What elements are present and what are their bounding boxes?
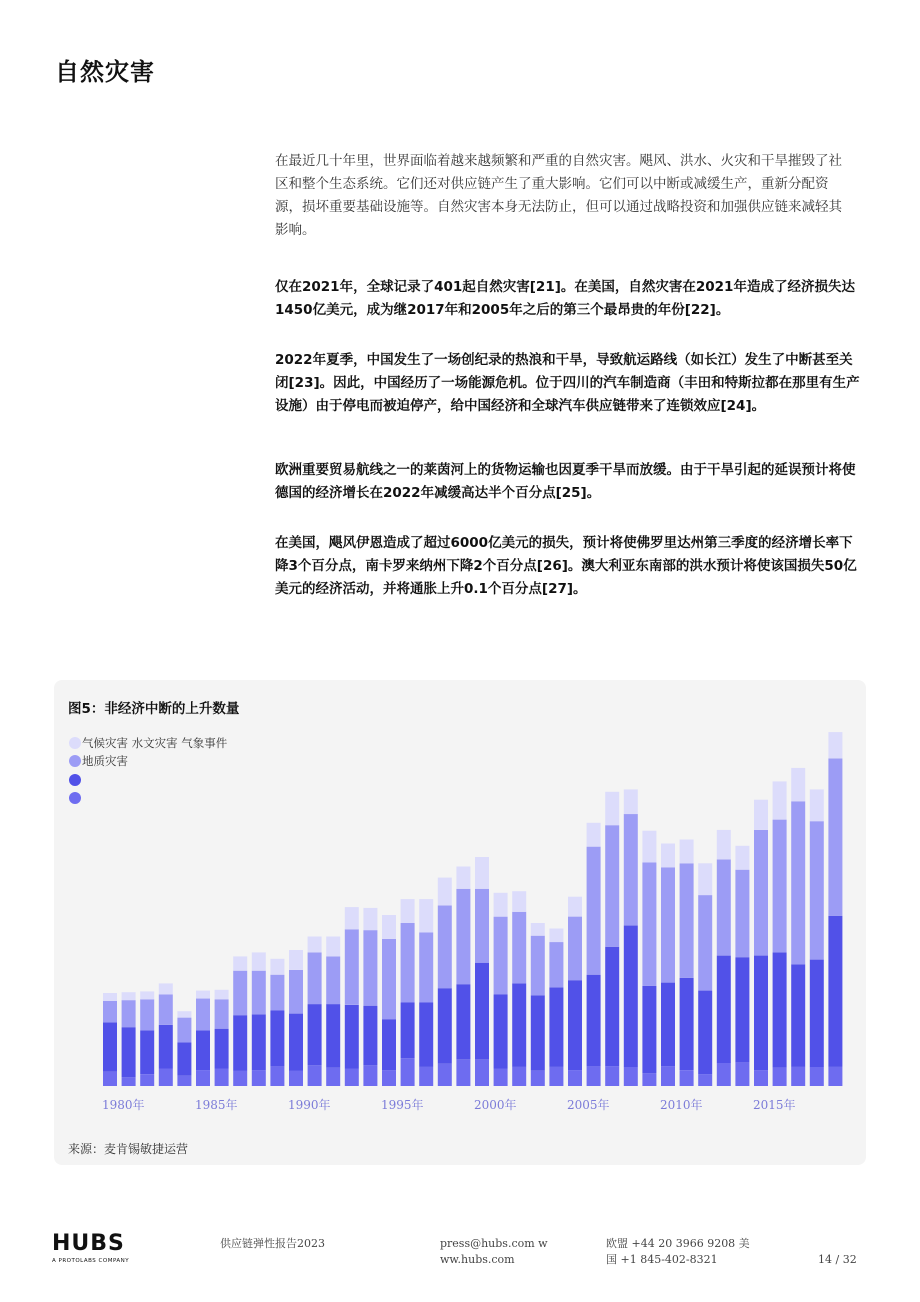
bar-1995-s3 bbox=[382, 915, 396, 939]
bar-1981-s2 bbox=[122, 1000, 136, 1027]
bar-1993-s1 bbox=[345, 1005, 359, 1069]
x-tick-label: 2000年 bbox=[474, 1098, 517, 1112]
bar-2005-s1 bbox=[568, 980, 582, 1070]
bar-2004-s3 bbox=[549, 929, 563, 943]
x-tick-label: 1990年 bbox=[288, 1098, 331, 1112]
bar-2002-s2 bbox=[512, 912, 526, 984]
bar-2003-s2 bbox=[531, 936, 545, 996]
bar-1980-s3 bbox=[103, 993, 117, 1001]
legend-line-2: 地质灾害 bbox=[82, 754, 128, 768]
bar-1992-s1 bbox=[326, 1004, 340, 1068]
legend-line-1: 气候灾害 水文灾害 气象事件 bbox=[82, 736, 228, 750]
bar-2000-s3 bbox=[475, 857, 489, 889]
bar-1998-s1 bbox=[438, 988, 452, 1063]
bar-2007-s2 bbox=[605, 825, 619, 947]
bar-1993-s0 bbox=[345, 1069, 359, 1087]
bar-2007-s1 bbox=[605, 947, 619, 1066]
bar-1996-s0 bbox=[401, 1058, 415, 1086]
bar-2016-s3 bbox=[773, 781, 787, 819]
bar-1985-s0 bbox=[196, 1070, 210, 1086]
bar-1997-s2 bbox=[419, 933, 433, 1003]
bar-1985-s1 bbox=[196, 1030, 210, 1070]
bar-1995-s1 bbox=[382, 1019, 396, 1070]
bar-1982-s0 bbox=[140, 1074, 154, 1086]
bar-2006-s2 bbox=[587, 847, 601, 975]
bar-1992-s0 bbox=[326, 1068, 340, 1086]
bar-1994-s1 bbox=[363, 1006, 377, 1066]
bar-1984-s2 bbox=[177, 1018, 191, 1043]
bar-1997-s0 bbox=[419, 1067, 433, 1086]
bar-2017-s0 bbox=[791, 1067, 805, 1086]
bar-2008-s3 bbox=[624, 789, 638, 814]
bar-2002-s0 bbox=[512, 1067, 526, 1086]
bar-2000-s0 bbox=[475, 1060, 489, 1086]
bar-1981-s3 bbox=[122, 992, 136, 1000]
paragraph-1: 仅在2021年，全球记录了401起自然灾害[21]。在美国，自然灾害在2021年造成了经济损失达1450亿美元，成为继2017年和2005年之后的第三个最昂贵的年份[22]。 bbox=[275, 279, 855, 318]
bar-2001-s0 bbox=[494, 1069, 508, 1087]
bar-1981-s0 bbox=[122, 1077, 136, 1086]
bar-1985-s2 bbox=[196, 999, 210, 1031]
bar-1980-s2 bbox=[103, 1001, 117, 1023]
bar-1986-s2 bbox=[215, 999, 229, 1028]
bar-2013-s3 bbox=[717, 830, 731, 859]
bar-1999-s3 bbox=[456, 867, 470, 889]
bar-2004-s0 bbox=[549, 1067, 563, 1086]
bar-1992-s3 bbox=[326, 937, 340, 957]
x-tick-label: 2015年 bbox=[753, 1098, 796, 1112]
hubs-logo: HUBS A PROTOLABS COMPANY bbox=[52, 1231, 130, 1264]
bar-2017-s2 bbox=[791, 801, 805, 964]
bar-1982-s2 bbox=[140, 999, 154, 1030]
bar-2019-s3 bbox=[828, 732, 842, 758]
bar-1993-s2 bbox=[345, 929, 359, 1005]
bar-2018-s3 bbox=[810, 789, 824, 821]
bar-1983-s0 bbox=[159, 1069, 173, 1087]
bar-2015-s2 bbox=[754, 830, 768, 956]
bar-2011-s3 bbox=[680, 840, 694, 864]
bar-1996-s2 bbox=[401, 923, 415, 1003]
bar-2001-s2 bbox=[494, 917, 508, 995]
bar-2016-s0 bbox=[773, 1068, 787, 1086]
bar-2008-s1 bbox=[624, 925, 638, 1067]
bar-2015-s3 bbox=[754, 800, 768, 830]
bar-2013-s2 bbox=[717, 859, 731, 955]
bar-1998-s2 bbox=[438, 906, 452, 989]
bar-1994-s0 bbox=[363, 1065, 377, 1086]
bar-1987-s0 bbox=[233, 1071, 247, 1086]
bar-1984-s1 bbox=[177, 1042, 191, 1075]
bar-2012-s0 bbox=[698, 1074, 712, 1086]
figure-card bbox=[54, 680, 866, 1165]
bar-2018-s1 bbox=[810, 960, 824, 1067]
bar-1986-s0 bbox=[215, 1069, 229, 1087]
bar-2004-s2 bbox=[549, 942, 563, 987]
bar-2012-s3 bbox=[698, 863, 712, 895]
bar-1993-s3 bbox=[345, 907, 359, 929]
bar-1983-s3 bbox=[159, 983, 173, 994]
bar-2001-s1 bbox=[494, 995, 508, 1069]
bar-2009-s0 bbox=[642, 1073, 656, 1086]
bar-1983-s2 bbox=[159, 995, 173, 1025]
bar-1999-s1 bbox=[456, 984, 470, 1059]
bar-1990-s2 bbox=[289, 970, 303, 1014]
bar-2005-s0 bbox=[568, 1070, 582, 1086]
bar-2010-s1 bbox=[661, 983, 675, 1067]
bar-1991-s3 bbox=[308, 937, 322, 953]
bar-1999-s0 bbox=[456, 1060, 470, 1086]
bar-2009-s2 bbox=[642, 863, 656, 986]
bar-1998-s3 bbox=[438, 878, 452, 906]
page-title: 自然灾害 bbox=[55, 58, 155, 86]
bar-1991-s1 bbox=[308, 1004, 322, 1065]
bar-1987-s2 bbox=[233, 971, 247, 1016]
bar-2008-s2 bbox=[624, 814, 638, 925]
figure-source: 来源：麦肯锡敏捷运营 bbox=[68, 1142, 189, 1156]
bar-2009-s1 bbox=[642, 986, 656, 1074]
bar-1982-s3 bbox=[140, 991, 154, 999]
bar-2006-s3 bbox=[587, 823, 601, 847]
bar-2010-s2 bbox=[661, 867, 675, 982]
bar-1989-s3 bbox=[270, 959, 284, 975]
paragraph-3: 欧洲重要贸易航线之一的莱茵河上的货物运输也因夏季干旱而放缓。由于干旱引起的延误预计将使德国的经济增长在2022年减缓高达半个百分点[25]。 bbox=[275, 462, 856, 501]
bar-2016-s2 bbox=[773, 820, 787, 953]
bar-2001-s3 bbox=[494, 893, 508, 917]
x-tick-label: 1995年 bbox=[381, 1098, 424, 1112]
bar-1985-s3 bbox=[196, 991, 210, 999]
bar-1999-s2 bbox=[456, 889, 470, 984]
bar-1982-s1 bbox=[140, 1030, 154, 1074]
bar-2014-s2 bbox=[735, 870, 749, 958]
bar-1997-s1 bbox=[419, 1003, 433, 1067]
x-tick-label: 2010年 bbox=[660, 1098, 703, 1112]
bar-2012-s1 bbox=[698, 991, 712, 1075]
bar-1989-s2 bbox=[270, 975, 284, 1011]
bar-2019-s2 bbox=[828, 758, 842, 916]
bar-1991-s2 bbox=[308, 952, 322, 1004]
bar-2011-s1 bbox=[680, 978, 694, 1070]
bar-2005-s2 bbox=[568, 917, 582, 981]
bar-1987-s3 bbox=[233, 956, 247, 970]
bar-1986-s3 bbox=[215, 990, 229, 1000]
bar-2003-s0 bbox=[531, 1071, 545, 1086]
bar-1988-s3 bbox=[252, 952, 266, 970]
x-tick-label: 1980年 bbox=[102, 1098, 145, 1112]
x-tick-label: 2005年 bbox=[567, 1098, 610, 1112]
bar-2011-s0 bbox=[680, 1070, 694, 1086]
figure-title: 图5：非经济中断的上升数量 bbox=[68, 701, 240, 717]
bar-2002-s1 bbox=[512, 983, 526, 1067]
bar-2015-s0 bbox=[754, 1070, 768, 1086]
bar-2017-s3 bbox=[791, 768, 805, 801]
bar-1994-s3 bbox=[363, 908, 377, 930]
bar-1981-s1 bbox=[122, 1027, 136, 1077]
bar-2019-s1 bbox=[828, 916, 842, 1067]
bar-2004-s1 bbox=[549, 987, 563, 1067]
paragraph-2: 2022年夏季，中国发生了一场创纪录的热浪和干旱，导致航运路线（如长江）发生了中断甚至关闭[23]。因此，中国经历了一场能源危机。位于四川的汽车制造商（丰田和特斯拉都在那里有生产设施）由于停电而被迫停产，给中国经济和全球汽车供应链带来了连锁效应[24]。 bbox=[275, 352, 860, 414]
bar-2000-s2 bbox=[475, 889, 489, 963]
bar-2003-s3 bbox=[531, 923, 545, 936]
bar-1995-s0 bbox=[382, 1070, 396, 1086]
bar-chart bbox=[54, 680, 866, 1120]
bar-1996-s3 bbox=[401, 899, 415, 923]
bar-2002-s3 bbox=[512, 891, 526, 912]
bar-2006-s1 bbox=[587, 975, 601, 1066]
bar-2018-s0 bbox=[810, 1067, 824, 1086]
bar-2016-s1 bbox=[773, 952, 787, 1067]
intro-paragraph: 在最近几十年里，世界面临着越来越频繁和严重的自然灾害。飓风、洪水、火灾和干旱摧毁了社区和整个生态系统。它们还对供应链产生了重大影响。它们可以中断或减缓生产，重新分配资源，损坏重要基础设施等。自然灾害本身无法防止，但可以通过战略投资和加强供应链来减轻其影响。 bbox=[275, 153, 842, 238]
bar-2017-s1 bbox=[791, 964, 805, 1067]
bar-2005-s3 bbox=[568, 897, 582, 917]
bar-2018-s2 bbox=[810, 821, 824, 959]
bar-1995-s2 bbox=[382, 939, 396, 1019]
bar-1991-s0 bbox=[308, 1065, 322, 1086]
bar-2014-s1 bbox=[735, 957, 749, 1062]
bar-1984-s0 bbox=[177, 1076, 191, 1086]
bar-1983-s1 bbox=[159, 1025, 173, 1069]
bar-1980-s1 bbox=[103, 1022, 117, 1071]
bar-1984-s3 bbox=[177, 1011, 191, 1017]
bar-1987-s1 bbox=[233, 1015, 247, 1071]
bar-1996-s1 bbox=[401, 1003, 415, 1059]
bar-2003-s1 bbox=[531, 995, 545, 1071]
bar-1988-s1 bbox=[252, 1014, 266, 1070]
bar-2008-s0 bbox=[624, 1067, 638, 1086]
bar-2000-s1 bbox=[475, 963, 489, 1060]
bar-2006-s0 bbox=[587, 1066, 601, 1086]
bar-2019-s0 bbox=[828, 1067, 842, 1086]
x-tick-label: 1985年 bbox=[195, 1098, 238, 1112]
bar-1988-s2 bbox=[252, 971, 266, 1015]
bar-1990-s3 bbox=[289, 950, 303, 970]
bar-1992-s2 bbox=[326, 956, 340, 1004]
bar-2007-s0 bbox=[605, 1066, 619, 1086]
bar-2011-s2 bbox=[680, 863, 694, 978]
bar-1986-s1 bbox=[215, 1029, 229, 1069]
bar-2013-s1 bbox=[717, 956, 731, 1063]
bar-2015-s1 bbox=[754, 956, 768, 1071]
bar-1994-s2 bbox=[363, 930, 377, 1006]
bar-2014-s0 bbox=[735, 1062, 749, 1086]
paragraph-4: 在美国，飓风伊恩造成了超过6000亿美元的损失，预计将使佛罗里达州第三季度的经济增长率下降3个百分点，南卡罗来纳州下降2个百分点[26]。澳大利亚东南部的洪水预计将使该国损失50亿美元的经济活动，并将通胀上升0.1个百分点[27]。 bbox=[275, 535, 857, 597]
bar-1989-s1 bbox=[270, 1011, 284, 1067]
bar-1998-s0 bbox=[438, 1064, 452, 1086]
bar-2013-s0 bbox=[717, 1063, 731, 1086]
bar-1990-s1 bbox=[289, 1014, 303, 1071]
bar-2010-s3 bbox=[661, 844, 675, 868]
bar-1989-s0 bbox=[270, 1066, 284, 1086]
bar-2012-s2 bbox=[698, 895, 712, 990]
bar-1980-s0 bbox=[103, 1072, 117, 1086]
bar-1990-s0 bbox=[289, 1071, 303, 1086]
bar-1997-s3 bbox=[419, 899, 433, 932]
bar-2010-s0 bbox=[661, 1066, 675, 1086]
bar-2009-s3 bbox=[642, 831, 656, 863]
bar-1988-s0 bbox=[252, 1070, 266, 1086]
bar-2014-s3 bbox=[735, 846, 749, 870]
bar-2007-s3 bbox=[605, 792, 619, 825]
